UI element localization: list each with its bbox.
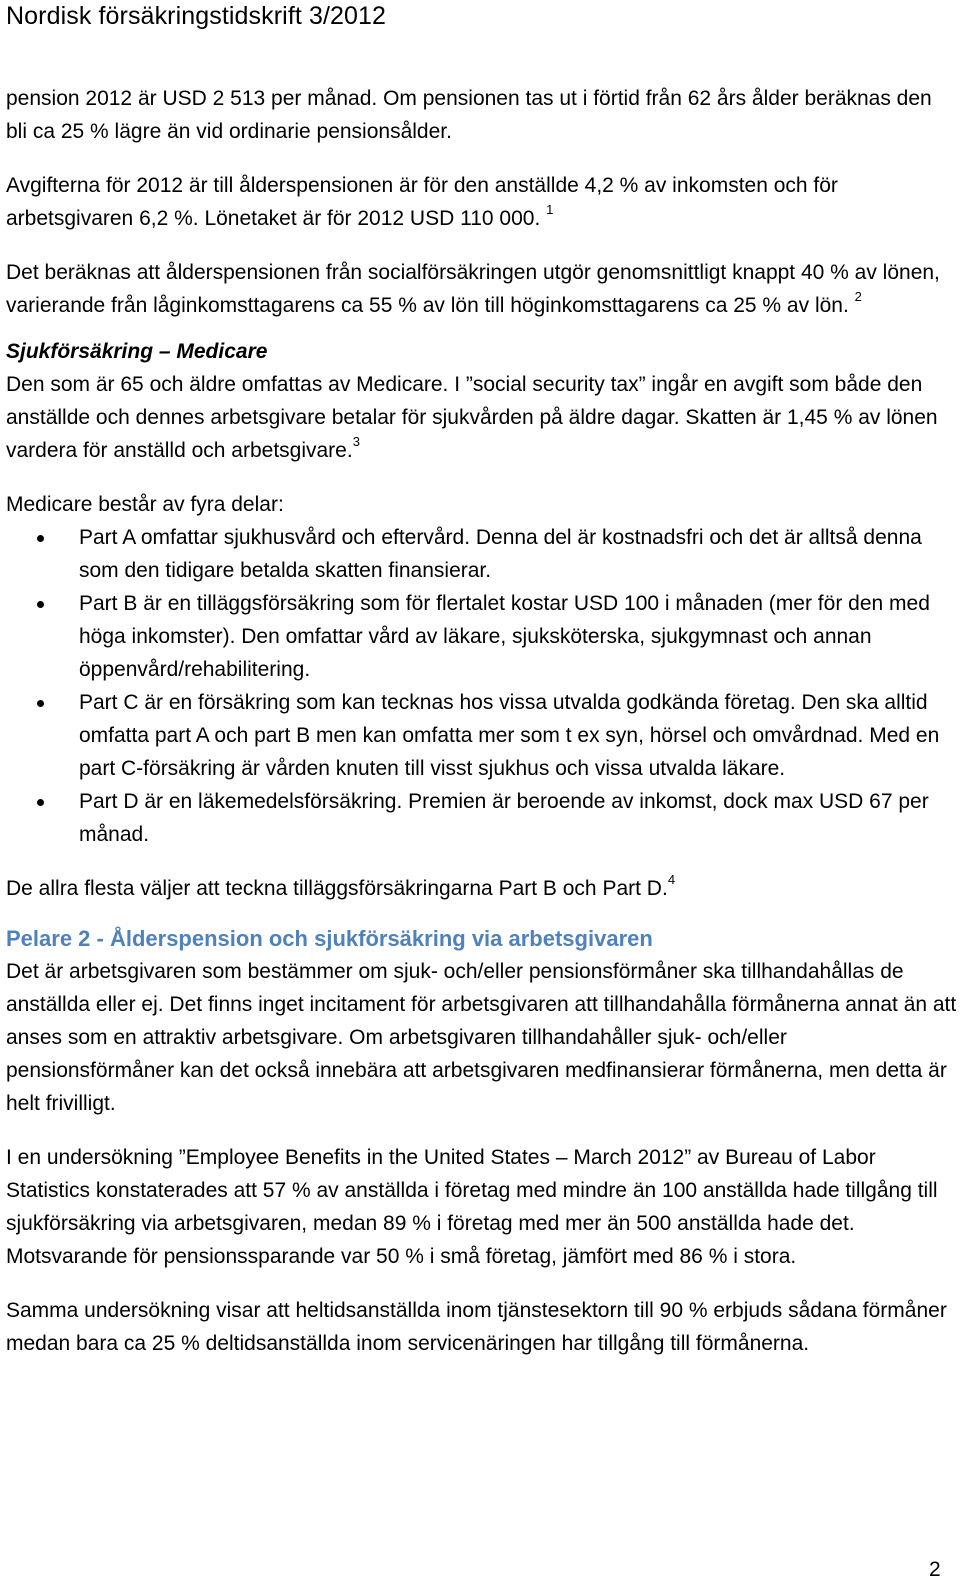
footnote-ref: 3: [352, 434, 360, 449]
paragraph: Det beräknas att ålderspensionen från socialförsäkringen utgör genomsnittligt knappt 40 % av lönen, varierande från låginkomsttagarens ca 55 % av lön till höginkomsttagarens ca 25 % av lön. $^2$: [6, 261, 940, 317]
list-item: Part C är en försäkring som kan tecknas hos vissa utvalda godkända företag. Den ska alltid omfatta part A och part B men kan omfatta mer som t ex syn, hörsel och omvårdnad. Med en part C-försäkring är vården knuten till visst sjukhus och vissa utvalda läkare.: [6, 686, 958, 785]
paragraph: I en undersökning ”Employee Benefits in the United States – March 2012” av Bureau of Labor Statistics konstaterades att 57 % av anställda i företag med mindre än 100 anställda hade tillgång till sjukförsäkring via arbetsgivaren, medan 89 % i företag med mer än 500 anställda hade det. Motsvarande för pensionssparande var 50 % i små företag, jämfört med 86 % i stora.: [6, 1146, 938, 1268]
page-header: Nordisk försäkringstidskrift 3/2012: [6, 2, 387, 30]
paragraph: Medicare består av fyra delar:: [6, 493, 284, 516]
bullet-icon: [37, 535, 44, 542]
paragraph: Avgifterna för 2012 är till ålderspensionen är för den anställde 4,2 % av inkomsten och för arbetsgivaren 6,2 %. Lönetaket är för 2012 USD 110 000. $^1$: [6, 174, 838, 230]
footnote-ref: 2: [854, 289, 862, 304]
paragraph: Samma undersökning visar att heltidsanställda inom tjänstesektorn till 90 % erbjuds sådana förmåner medan bara ca 25 % deltidsanställda inom servicenäringen har tillgång till förmånerna.: [6, 1299, 947, 1355]
paragraph: Den som är 65 och äldre omfattas av Medicare. I ”social security tax” ingår en avgift som både den anställde och dennes arbetsgivare betalar för sjukvården på äldre dagar. Skatten är 1,45 % av lönen vardera för anställd och arbetsgivare.$^3$: [6, 373, 938, 462]
section-subheading: Sjukförsäkring – Medicare: [6, 340, 268, 363]
list-item: Part D är en läkemedelsförsäkring. Premien är beroende av inkomst, dock max USD 67 per månad.: [6, 785, 958, 851]
footnote-ref: 1: [546, 202, 554, 217]
paragraph: Det är arbetsgivaren som bestämmer om sjuk- och/eller pensionsförmåner ska tillhandahållas de anställda eller ej. Det finns inget incitament för arbetsgivaren att tillhandahålla förmånerna annat än att anses som en attraktiv arbetsgivare. Om arbetsgivaren tillhandahåller sjuk- och/eller pensionsförmåner kan det också innebära att arbetsgivaren medfinansierar förmånerna, men detta är helt frivilligt.: [6, 960, 957, 1115]
footnote-ref: 4: [667, 872, 676, 887]
bullet-list: [6, 521, 958, 851]
paragraph: De allra flesta väljer att teckna tilläggsförsäkringarna Part B och Part D.$^4$: [6, 872, 676, 900]
bullet-icon: [37, 799, 44, 806]
document-body: [6, 82, 958, 1360]
list-item: Part A omfattar sjukhusvård och eftervård. Denna del är kostnadsfri och det är alltså denna som den tidigare betalda skatten finansierar.: [6, 521, 958, 587]
bullet-icon: [37, 700, 44, 707]
page-number: 2: [929, 1558, 941, 1581]
paragraph: pension 2012 är USD 2 513 per månad. Om pensionen tas ut i förtid från 62 års ålder beräknas den bli ca 25 % lägre än vid ordinarie pensionsålder.: [6, 87, 932, 143]
bullet-icon: [37, 601, 44, 608]
section-heading: Pelare 2 - Ålderspension och sjukförsäkring via arbetsgivaren: [6, 926, 653, 951]
list-item: Part B är en tilläggsförsäkring som för flertalet kostar USD 100 i månaden (mer för den med höga inkomster). Den omfattar vård av läkare, sjuksköterska, sjukgymnast och annan öppenvård/rehabilitering.: [6, 587, 958, 686]
